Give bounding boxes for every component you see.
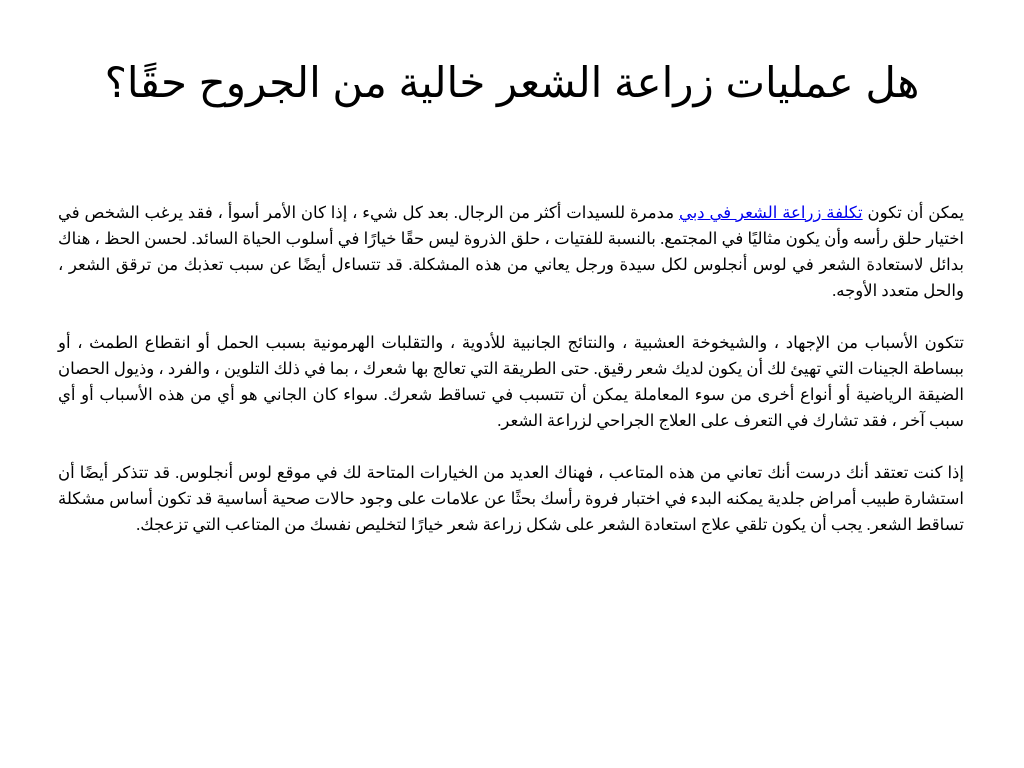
paragraph-2: تتكون الأسباب من الإجهاد ، والشيخوخة العشبية ، والنتائج الجانبية للأدوية ، والتقلبات الهرمونية بسبب الحمل أو انقطاع الطمث ، أو ببساطة الجينات التي تهيئ لك أن يكون لديك شعر رقيق. حتى الطريقة التي تعالج بها شعرك ، بما في ذلك التلوين ، والفرد ، وذيول الحصان الضيقة الرياضية أو أنواع أخرى من سوء المعاملة يمكن أن تتسبب في تساقط شعرك. سواء كان الجاني هو أي من هذه الأسباب أو أي سبب آخر ، فقد تشارك في التعرف على العلاج الجراحي لزراعة الشعر. [58, 333, 964, 430]
paragraph-3: إذا كنت تعتقد أنك درست أنك تعاني من هذه المتاعب ، فهناك العديد من الخيارات المتاحة لك في موقع لوس أنجلوس. قد تتذكر أيضًا أن استشارة طبيب أمراض جلدية يمكنه البدء في اختبار فروة رأسك بحثًا عن علامات على وجود حالات صحية أساسية قد تكون أساس مشكلة تساقط الشعر. يجب أن يكون تلقي علاج استعادة الشعر على شكل زراعة شعر خيارًا لتخليص نفسك من المتاعب التي تزعجك. [58, 463, 964, 534]
paragraph-1 [58, 200, 964, 304]
slide-title: هل عمليات زراعة الشعر خالية من الجروح حقًا؟ [104, 59, 920, 106]
slide-body [58, 200, 964, 564]
paragraph-1-lead: يمكن أن تكون [862, 203, 964, 222]
hair-transplant-cost-link[interactable]: تكلفة زراعة الشعر في دبي [678, 203, 863, 222]
paragraph-1-rest: مدمرة للسيدات أكثر من الرجال. بعد كل شيء ، إذا كان الأمر أسوأ ، فقد يرغب الشخص في اختيار حلق رأسه وأن يكون مثاليًا في المجتمع. بالنسبة للفتيات ، حلق الذروة ليس حقًا خيارًا في أسلوب الحياة السائد. لحسن الحظ ، هناك بدائل لاستعادة الشعر في لوس أنجلوس لكل سيدة ورجل يعاني من هذه المشكلة. قد تتساءل أيضًا عن سبب تعذبك من ترقق الشعر ، والحل متعدد الأوجه. [58, 203, 964, 300]
